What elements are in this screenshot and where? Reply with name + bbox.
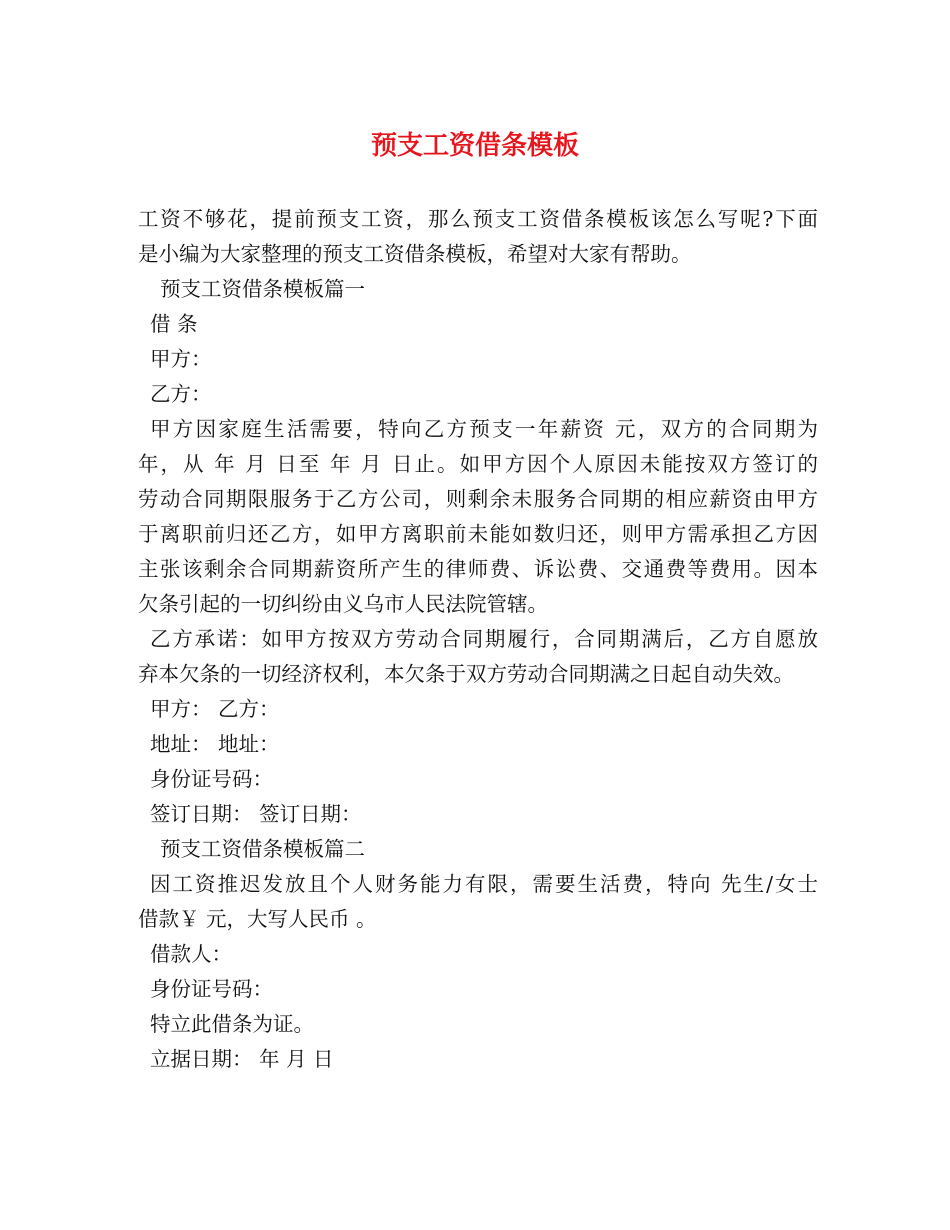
document-subtitle: 借 条 [150,312,198,336]
paragraph-line: 于离职前归还乙方，如甲方离职前未能如数归还，则甲方需承担乙方因 [138,522,818,546]
certification-statement: 特立此借条为证。 [150,1012,314,1036]
id-number-field: 身份证号码： [150,977,273,1001]
signing-date-fields: 签订日期： 签订日期： [150,802,362,826]
signature-parties: 甲方： 乙方： [150,697,280,721]
paragraph-line: 因工资推迟发放且个人财务能力有限，需要生活费，特向 先生/女士 [150,872,818,896]
document-body [138,202,818,1077]
paragraph-line: 年，从 年 月 日至 年 月 日止。如甲方因个人原因未能按双方签订的 [138,452,818,476]
party-b-label: 乙方： [150,382,212,406]
paragraph-line: 劳动合同期限服务于乙方公司，则剩余未服务合同期的相应薪资由甲方 [138,487,818,511]
party-a-label: 甲方： [150,347,212,371]
section-heading: 预支工资借条模板篇一 [160,277,365,301]
paragraph-line: 借款￥ 元，大写人民币 。 [138,907,377,931]
paragraph-line: 甲方因家庭生活需要，特向乙方预支一年薪资 元，双方的合同期为 [150,417,818,441]
paragraph-line: 弃本欠条的一切经济权利，本欠条于双方劳动合同期满之日起自动失效。 [138,662,794,686]
issue-date-field: 立据日期： 年 月 日 [150,1047,334,1071]
paragraph-line: 工资不够花，提前预支工资，那么预支工资借条模板该怎么写呢?下面 [138,207,818,231]
section-heading: 预支工资借条模板篇二 [160,837,365,861]
paragraph-line: 欠条引起的一切纠纷由义乌市人民法院管辖。 [138,592,548,616]
paragraph-line: 主张该剩余合同期薪资所产生的律师费、诉讼费、交通费等费用。因本 [138,557,818,581]
paragraph-line: 是小编为大家整理的预支工资借条模板，希望对大家有帮助。 [138,242,692,266]
paragraph-line: 乙方承诺：如甲方按双方劳动合同期履行，合同期满后，乙方自愿放 [150,627,818,651]
id-number-field: 身份证号码： [150,767,273,791]
address-fields: 地址： 地址： [150,732,280,756]
document-title: 预支工资借条模板 [370,131,579,161]
borrower-field: 借款人： [150,942,232,966]
